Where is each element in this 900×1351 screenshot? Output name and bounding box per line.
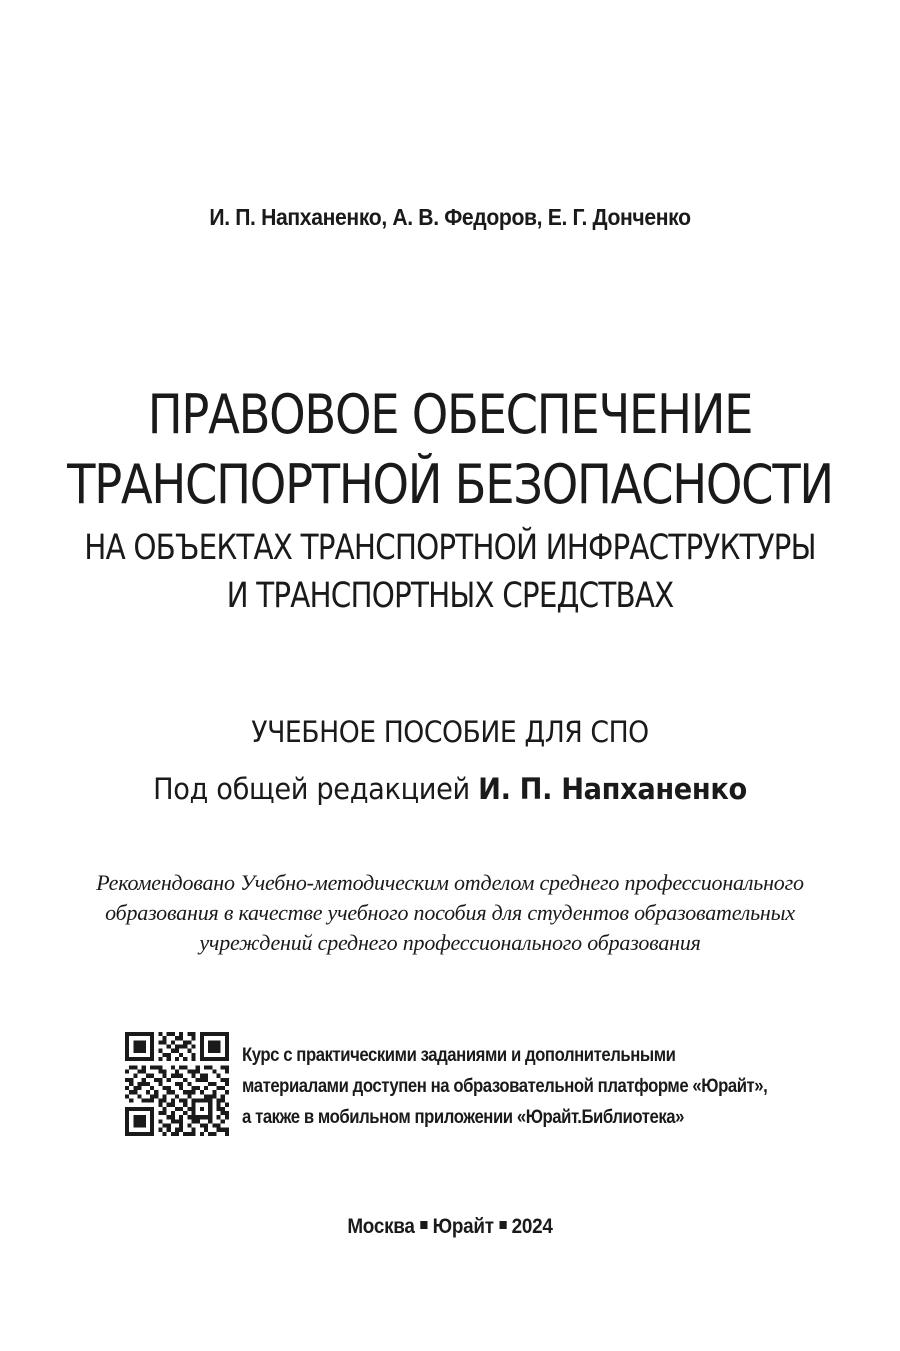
separator-square-icon — [499, 1221, 506, 1229]
title-line-1: ПРАВОВОЕ ОБЕСПЕЧЕНИЕ — [147, 383, 753, 446]
recommendation-line-3: учреждений среднего профессионального образования — [199, 930, 701, 955]
recommendation-line-1: Рекомендовано Учебно-методическим отделом среднего профессионального — [96, 870, 804, 895]
editor-prefix: Под общей редакцией — [153, 772, 470, 806]
editor-name: И. П. Напханенко — [478, 772, 747, 806]
title-line-3: НА ОБЪЕКТАХ ТРАНСПОРТНОЙ ИНФРАСТРУКТУРЫ — [84, 528, 816, 568]
platform-line-3: а также в мобильном приложении «Юрайт.Библиотека» — [242, 1107, 684, 1128]
qr-code-icon[interactable] — [125, 1032, 229, 1136]
editor-line — [27, 772, 873, 806]
separator-square-icon — [420, 1221, 427, 1229]
textbook-type: УЧЕБНОЕ ПОСОБИЕ ДЛЯ СПО — [251, 715, 649, 749]
imprint — [45, 1215, 855, 1239]
imprint-publisher: Юрайт — [432, 1215, 494, 1238]
platform-notice — [125, 1032, 825, 1142]
platform-text — [242, 1040, 770, 1133]
title-line-2: ТРАНСПОРТНОЙ БЕЗОПАСНОСТИ — [67, 453, 833, 516]
title-line-4: И ТРАНСПОРТНЫХ СРЕДСТВАХ — [226, 576, 674, 616]
recommendation-line-2: образования в качестве учебного пособия для студентов образовательных — [105, 900, 795, 925]
imprint-year: 2024 — [511, 1215, 553, 1238]
authors: И. П. Напханенко, А. В. Федоров, Е. Г. Донченко — [209, 204, 691, 230]
book-title — [0, 380, 900, 620]
recommendation — [0, 868, 900, 958]
platform-line-1: Курс с практическими заданиями и дополнительными — [242, 1045, 676, 1066]
imprint-city: Москва — [347, 1215, 415, 1238]
platform-line-2: материалами доступен на образовательной платформе «Юрайт», — [242, 1076, 768, 1097]
